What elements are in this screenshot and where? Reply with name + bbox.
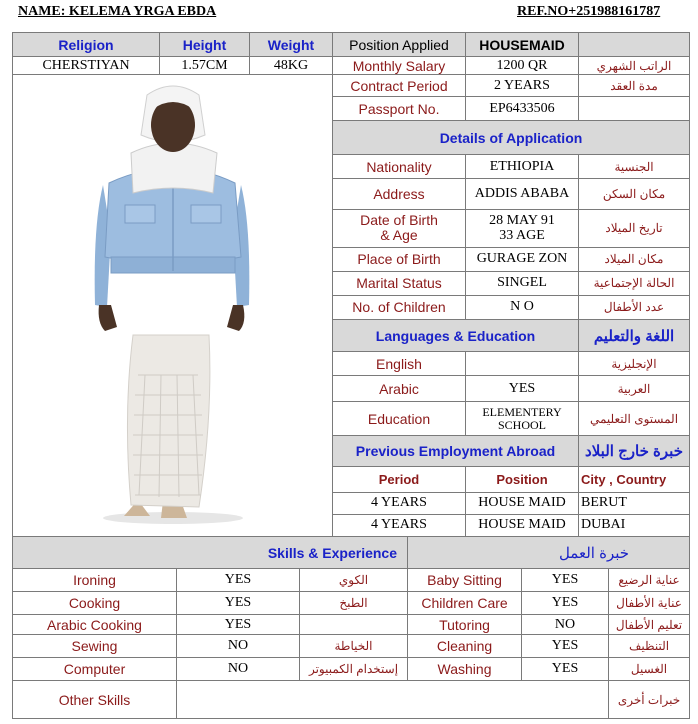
skill-tutoring-ar: تعليم الأطفال xyxy=(609,615,690,635)
other-skills-value xyxy=(177,681,609,719)
english-label: English xyxy=(333,352,466,376)
contract-period-ar: مدة العقد xyxy=(579,75,690,97)
marital-status-ar: الحالة الإجتماعية xyxy=(579,271,690,295)
height-value: 1.57CM xyxy=(160,57,250,75)
contract-period-label: Contract Period xyxy=(333,75,466,97)
details-section-title: Details of Application xyxy=(333,121,690,155)
weight-label: Weight xyxy=(250,33,333,57)
employment-row-1-country: BERUT xyxy=(579,492,690,514)
nationality-label: Nationality xyxy=(333,155,466,179)
religion-label: Religion xyxy=(13,33,160,57)
dob-ar: تاريخ الميلاد xyxy=(579,209,690,247)
skill-children-care-value: YES xyxy=(522,592,609,615)
education-value: ELEMENTERY SCHOOL xyxy=(466,402,579,436)
contract-period-value: 2 YEARS xyxy=(466,75,579,97)
children-value: N O xyxy=(466,295,579,319)
other-skills-label: Other Skills xyxy=(13,681,177,719)
skill-baby-sitting-ar: عناية الرضيع xyxy=(609,569,690,592)
skill-cooking-value: YES xyxy=(177,592,300,615)
skill-washing-ar: الغسيل xyxy=(609,658,690,681)
employment-row-2-period: 4 YEARS xyxy=(333,514,466,536)
employment-header-country: City , Country xyxy=(579,466,690,492)
address-label: Address xyxy=(333,179,466,209)
education-ar: المستوى التعليمي xyxy=(579,402,690,436)
passport-value: EP6433506 xyxy=(466,97,579,121)
skill-cleaning-ar: التنظيف xyxy=(609,635,690,658)
applicant-photo-illustration xyxy=(13,75,333,531)
address-value: ADDIS ABABA xyxy=(466,179,579,209)
employment-row-1-position: HOUSE MAID xyxy=(466,492,579,514)
passport-label: Passport No. xyxy=(333,97,466,121)
nationality-ar: الجنسية xyxy=(579,155,690,179)
arabic-ar: العربية xyxy=(579,376,690,402)
monthly-salary-value: 1200 QR xyxy=(466,57,579,75)
other-skills-ar: خبرات أخرى xyxy=(609,681,690,719)
address-ar: مكان السكن xyxy=(579,179,690,209)
place-of-birth-ar: مكان الميلاد xyxy=(579,247,690,271)
skill-ironing-value: YES xyxy=(177,569,300,592)
employment-row-1-period: 4 YEARS xyxy=(333,492,466,514)
skill-cooking-label: Cooking xyxy=(13,592,177,615)
religion-value: CHERSTIYAN xyxy=(13,57,160,75)
employment-header-position: Position xyxy=(466,466,579,492)
skills-table xyxy=(12,536,690,719)
skill-baby-sitting-value: YES xyxy=(522,569,609,592)
arabic-label: Arabic xyxy=(333,376,466,402)
skill-arabic-cooking-value: YES xyxy=(177,615,300,635)
skills-section-title: Skills & Experience xyxy=(13,537,408,569)
position-value: HOUSEMAID xyxy=(466,33,579,57)
skill-washing-label: Washing xyxy=(408,658,522,681)
main-cv-table xyxy=(12,32,690,537)
languages-section-title-ar: اللغة والتعليم xyxy=(579,319,690,351)
skill-children-care-ar: عناية الأطفال xyxy=(609,592,690,615)
children-label: No. of Children xyxy=(333,295,466,319)
position-label: Position Applied xyxy=(333,33,466,57)
skill-sewing-ar: الخياطة xyxy=(300,635,408,658)
languages-section-title: Languages & Education xyxy=(333,319,579,351)
skill-computer-label: Computer xyxy=(13,658,177,681)
skill-children-care-label: Children Care xyxy=(408,592,522,615)
employment-row-2-position: HOUSE MAID xyxy=(466,514,579,536)
skill-tutoring-label: Tutoring xyxy=(408,615,522,635)
nationality-value: ETHIOPIA xyxy=(466,155,579,179)
skills-section-title-ar: خبرة العمل xyxy=(408,537,690,569)
skill-arabic-cooking-label: Arabic Cooking xyxy=(13,615,177,635)
skill-tutoring-value: NO xyxy=(522,615,609,635)
skill-cleaning-label: Cleaning xyxy=(408,635,522,658)
skill-sewing-label: Sewing xyxy=(13,635,177,658)
arabic-value: YES xyxy=(466,376,579,402)
monthly-salary-ar: الراتب الشهري xyxy=(579,57,690,75)
skill-sewing-value: NO xyxy=(177,635,300,658)
skill-ironing-ar: الكوي xyxy=(300,569,408,592)
skill-washing-value: YES xyxy=(522,658,609,681)
marital-status-value: SINGEL xyxy=(466,271,579,295)
applicant-name: NAME: KELEMA YRGA EBDA xyxy=(18,4,217,19)
english-value xyxy=(466,352,579,376)
skill-ironing-label: Ironing xyxy=(13,569,177,592)
employment-row-2-country: DUBAI xyxy=(579,514,690,536)
place-of-birth-value: GURAGE ZON xyxy=(466,247,579,271)
skill-computer-ar: إستخدام الكمبيوتر xyxy=(300,658,408,681)
skill-baby-sitting-label: Baby Sitting xyxy=(408,569,522,592)
skill-cleaning-value: YES xyxy=(522,635,609,658)
marital-status-label: Marital Status xyxy=(333,271,466,295)
monthly-salary-label: Monthly Salary xyxy=(333,57,466,75)
weight-value: 48KG xyxy=(250,57,333,75)
skill-computer-value: NO xyxy=(177,658,300,681)
dob-label: Date of Birth & Age xyxy=(333,209,466,247)
children-ar: عدد الأطفال xyxy=(579,295,690,319)
english-ar: الإنجليزية xyxy=(579,352,690,376)
education-label: Education xyxy=(333,402,466,436)
height-label: Height xyxy=(160,33,250,57)
place-of-birth-label: Place of Birth xyxy=(333,247,466,271)
reference-number: REF.NO+251988161787 xyxy=(517,4,661,19)
skill-cooking-ar: الطبخ xyxy=(300,592,408,615)
employment-header-period: Period xyxy=(333,466,466,492)
dob-value: 28 MAY 91 33 AGE xyxy=(466,209,579,247)
employment-section-title-ar: خبرة خارج البلاد xyxy=(579,436,690,466)
employment-section-title: Previous Employment Abroad xyxy=(333,436,579,466)
applicant-photo xyxy=(13,75,333,537)
